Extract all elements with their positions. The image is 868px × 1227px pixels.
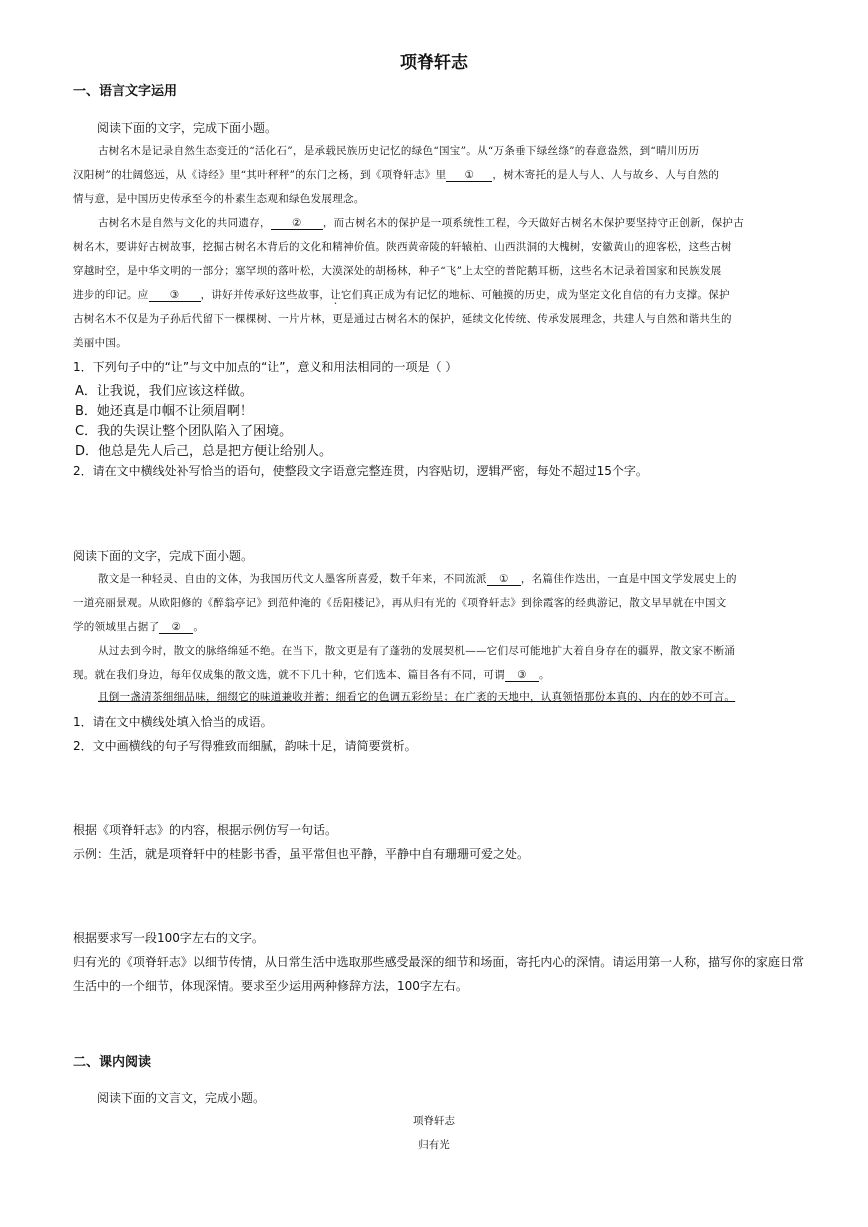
reading-instruction: 阅读下面的文言文，完成小题。: [97, 1091, 266, 1105]
passage-line: 学的领域里占据了 ② 。: [73, 621, 205, 633]
passage-line: 从过去到今时，散文的脉络绵延不绝。在当下，散文更是有了蓬勃的发展契机——它们尽可能地扩大着自身存在的疆界，散文家不断涌: [98, 645, 736, 657]
writing-requirement-line: 生活中的一个细节，体现深情。要求至少运用两种修辞方法，100字左右。: [73, 979, 468, 993]
question-2: 2．请在文中横线处补写恰当的语句，使整段文字语意完整连贯，内容贴切，逻辑严密，每处不超过15个字。: [73, 464, 648, 478]
classical-text-author: 归有光: [418, 1139, 450, 1151]
dotted-word-rang: 让: [330, 289, 342, 301]
passage-line: 进步的印记。应 ③ ，讲好并传承好这些故事，让它们真正成为有记忆的地标、可触摸的历史，成为坚定文化自信的有力支撑。保护: [73, 289, 730, 301]
writing-requirement-line: 归有光的《项脊轩志》以细节传情，从日常生活中选取那些感受最深的细节和场面，寄托内心的深情。请运用第一人称，描写你的家庭日常: [73, 955, 804, 969]
passage-line: 情与意，是中国历史传承至今的朴素生态观和绿色发展理念。: [73, 193, 365, 205]
passage-line: 散文是一种轻灵、自由的文体，为我国历代文人墨客所喜爱，数千年来，不同流派 ① ，名篇佳作迭出，一直是中国文学发展史上的: [98, 573, 737, 585]
question-1: 1．请在文中横线处填入恰当的成语。: [73, 715, 273, 729]
writing-prompt: 根据要求写一段100字左右的文字。: [73, 931, 264, 945]
fill-blank-3[interactable]: ③: [505, 669, 539, 682]
option-b[interactable]: B．她还真是巾帼不让须眉啊！: [75, 404, 253, 419]
imitation-prompt: 根据《项脊轩志》的内容，根据示例仿写一句话。: [73, 823, 338, 837]
classical-text-title: 项脊轩志: [413, 1115, 455, 1127]
option-a[interactable]: A．让我说，我们应该这样做。: [75, 384, 253, 399]
fill-blank-1[interactable]: ①: [446, 169, 492, 182]
passage-line: 一道亮丽景观。从欧阳修的《醉翁亭记》到范仲淹的《岳阳楼记》，再从归有光的《项脊轩志》到徐霞客的经典游记，散文早早就在中国文: [73, 597, 727, 609]
option-d[interactable]: D．他总是先人后己，总是把方便让给别人。: [75, 444, 333, 459]
fill-blank-2[interactable]: ②: [159, 621, 193, 634]
question-2: 2．文中画横线的句子写得雅致而细腻，韵味十足，请简要赏析。: [73, 739, 417, 753]
document-title: 项脊轩志: [400, 53, 468, 73]
reading-instruction: 阅读下面的文字，完成下面小题。: [97, 121, 278, 135]
passage-line: 古树名木是记录自然生态变迁的“活化石”，是承载民族历史记忆的绿色“国宝”。从“万条垂下绿丝绦”的春意盎然，到“晴川历历: [98, 145, 700, 157]
reading-instruction: 阅读下面的文字，完成下面小题。: [73, 549, 254, 563]
passage-line: 古树名木是自然与文化的共同遗存， ② ，而古树名木的保护是一项系统性工程，今天做好古树名木保护要坚持守正创新，保护古: [98, 217, 745, 229]
passage-line: 汉阳树”的壮阔悠远，从《诗经》里“其叶秤秤”的东门之杨，到《项脊轩志》里 ① ，树木寄托的是人与人、人与故乡、人与自然的: [73, 169, 720, 181]
passage-line: 穿越时空，是中华文明的一部分；塞罕坝的落叶松，大漠深处的胡杨林，种子“飞”上太空的普陀鹅耳枥，这些名木记录着国家和民族发展: [73, 265, 722, 277]
fill-blank-1[interactable]: ①: [487, 573, 521, 586]
section-heading-in-class-reading: 二、课内阅读: [73, 1055, 152, 1070]
option-c[interactable]: C．我的失误让整个团队陷入了困境。: [75, 424, 293, 439]
passage-line: 树名木，要讲好古树故事，挖掘古树名木背后的文化和精神价值。陕西黄帝陵的轩辕柏、山西洪洞的大槐树，安徽黄山的迎客松，这些古树: [73, 241, 732, 253]
passage-line: 现。就在我们身边，每年仅成集的散文选，就不下几十种，它们选本、篇目各有不同，可谓 ③ 。: [73, 669, 550, 681]
question-1: 1．下列句子中的“让”与文中加点的“让”，意义和用法相同的一项是（ ）: [73, 360, 458, 374]
passage-line: 美丽中国。: [73, 337, 127, 349]
passage-line: 古树名木不仅是为子孙后代留下一棵棵树、一片片林，更是通过古树名木的保护，延续文化传统、传承发展理念，共建人与自然和谐共生的: [73, 313, 732, 325]
section-heading-language-use: 一、语言文字运用: [73, 84, 178, 99]
underlined-sentence: 且倒一盏清茶细细品味，细缀它的味道兼收并蓄；细看它的色调五彩纷呈；在广袤的天地中，认真领悟那份本真的、内在的妙不可言。: [98, 691, 736, 703]
fill-blank-3[interactable]: ③: [149, 289, 201, 302]
fill-blank-2[interactable]: ②: [271, 217, 323, 230]
imitation-example: 示例：生活，就是项脊轩中的桂影书香，虽平常但也平静，平静中自有珊珊可爱之处。: [73, 847, 530, 861]
